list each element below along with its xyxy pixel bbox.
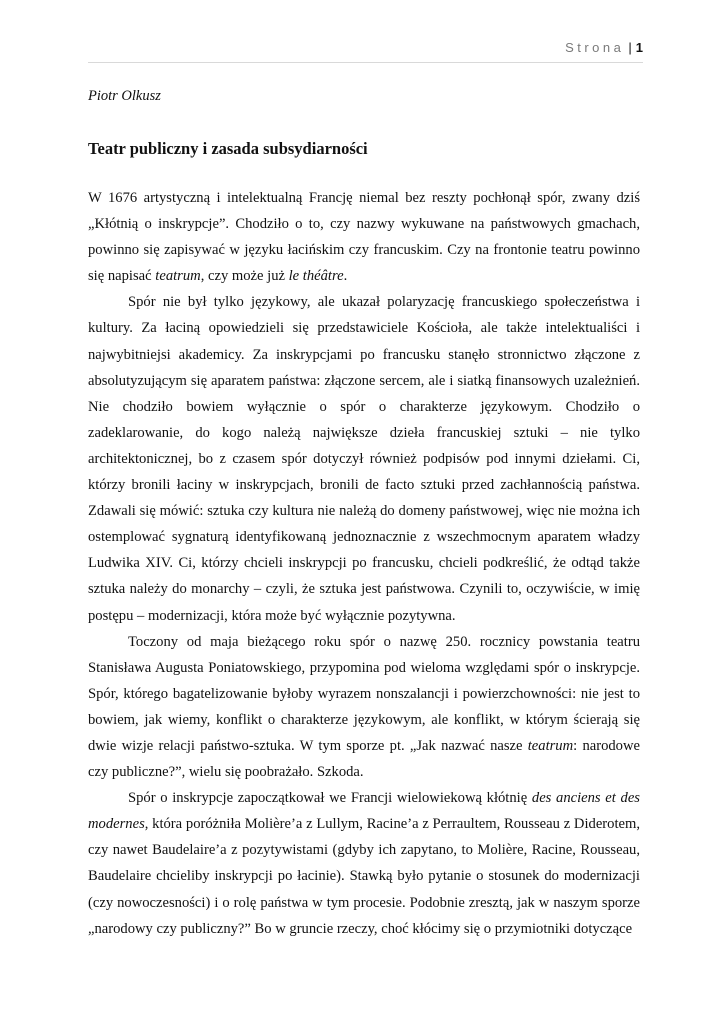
italic-term: teatrum	[527, 737, 574, 754]
italic-term: le théâtre	[288, 268, 344, 285]
header-separator: |	[628, 40, 632, 55]
header-label: Strona	[565, 40, 625, 55]
author-name: Piotr Olkusz	[88, 88, 161, 104]
paragraph-2: Spór nie był tylko językowy, ale ukazał polaryzację francuskiego społeczeństwa i kultury. Za łaciną opowiedzieli się przedstawiciele Kościoła, ale także intelektualiści i najwybitniejsi akademicy. Za inskrypcjami po francusku stanęło stronnictwo złączone z absolutyzującym się aparatem państwa: złączone sercem, ale i siatką finansowych uzależnień. Nie chodziło bowiem wyłącznie o spór o charakterze językowym. Chodziło o zadeklarowanie, do kogo należą największe dzieła francuskiej sztuki – nie tylko architektonicznej, bo z czasem spór dotyczył również podpisów pod innymi dziełami. Ci, którzy bronili łaciny w inskrypcjach, bronili de facto sztuki przed zachłannością państwa. Zdawali się mówić: sztuka czy kultura nie należą do domeny państwowej, więc nie można ich ostemplować sygnaturą identyfikowaną jednoznacznie z wszechmocnym aparatem władzy Ludwika XIV. Ci, którzy chcieli inskrypcji po francusku, chcieli podkreślić, że odtąd także sztuka należy do monarchy – czyli, że sztuka jest państwowa. Czynili to, oczywiście, w imię postępu – modernizacji, która może być wyłącznie pozytywna.	[88, 294, 640, 624]
page-number: 1	[635, 40, 643, 55]
italic-term: teatrum	[155, 268, 201, 285]
paragraph-4	[88, 785, 640, 942]
article-body	[88, 185, 640, 942]
header-rule	[88, 62, 643, 63]
italic-term: des anciens et des modernes	[88, 790, 640, 833]
page-header	[88, 40, 643, 55]
paragraph-text: , czy może już	[200, 268, 289, 285]
paragraph-3	[88, 629, 640, 786]
paragraph-text: , która poróżniła Molière’a z Lullym, Racine’a z Perraultem, Rousseau z Diderotem, czy nawet Baudelaire’a z pozytywistami (gdyby ich zapytano, to Molière, Racine, Rousseau, Baudelaire chcieliby inskrypcji po łacinie). Stawką było pytanie o stosunek do modernizacji (czy nowoczesności) i o rolę państwa w tym procesie. Podobnie zresztą, jak w naszym sporze „narodowy czy publiczny?” Bo w gruncie rzeczy, choć kłócimy się o przymiotniki dotyczące	[88, 816, 640, 937]
paragraph-text: Toczony od maja bieżącego roku spór o nazwę 250. rocznicy powstania teatru Stanisława Augusta Poniatowskiego, przypomina pod wieloma względami spór o inskrypcje. Spór, którego bagatelizowanie byłoby wyrazem nonszalancji i powierzchowności: nie jest to bowiem, jak wiemy, konflikt o charakterze językowym, ale konflikt, w którym ścierają się dwie wizje relacji państwo-sztuka. W tym sporze pt. „Jak nazwać nasze	[88, 633, 640, 754]
paragraph-1	[88, 185, 640, 289]
paragraph-text: W 1676 artystyczną i intelektualną Francję niemal bez reszty pochłonął spór, zwany dziś „Kłótnią o inskrypcje”. Chodziło o to, czy nazwy wykuwane na państwowych gmachach, powinno się zapisywać w języku łacińskim czy francuskim. Czy na frontonie teatru powinno się napisać	[88, 190, 640, 285]
paragraph-text: .	[343, 268, 348, 285]
article-title: Teatr publiczny i zasada subsydiarności	[88, 139, 368, 158]
paragraph-text: : narodowe czy publiczne?”, wielu się poobrażało. Szkoda.	[88, 737, 640, 781]
paragraph-text: Spór o inskrypcje zapoczątkował we Francji wielowiekową kłótnię	[128, 790, 532, 807]
